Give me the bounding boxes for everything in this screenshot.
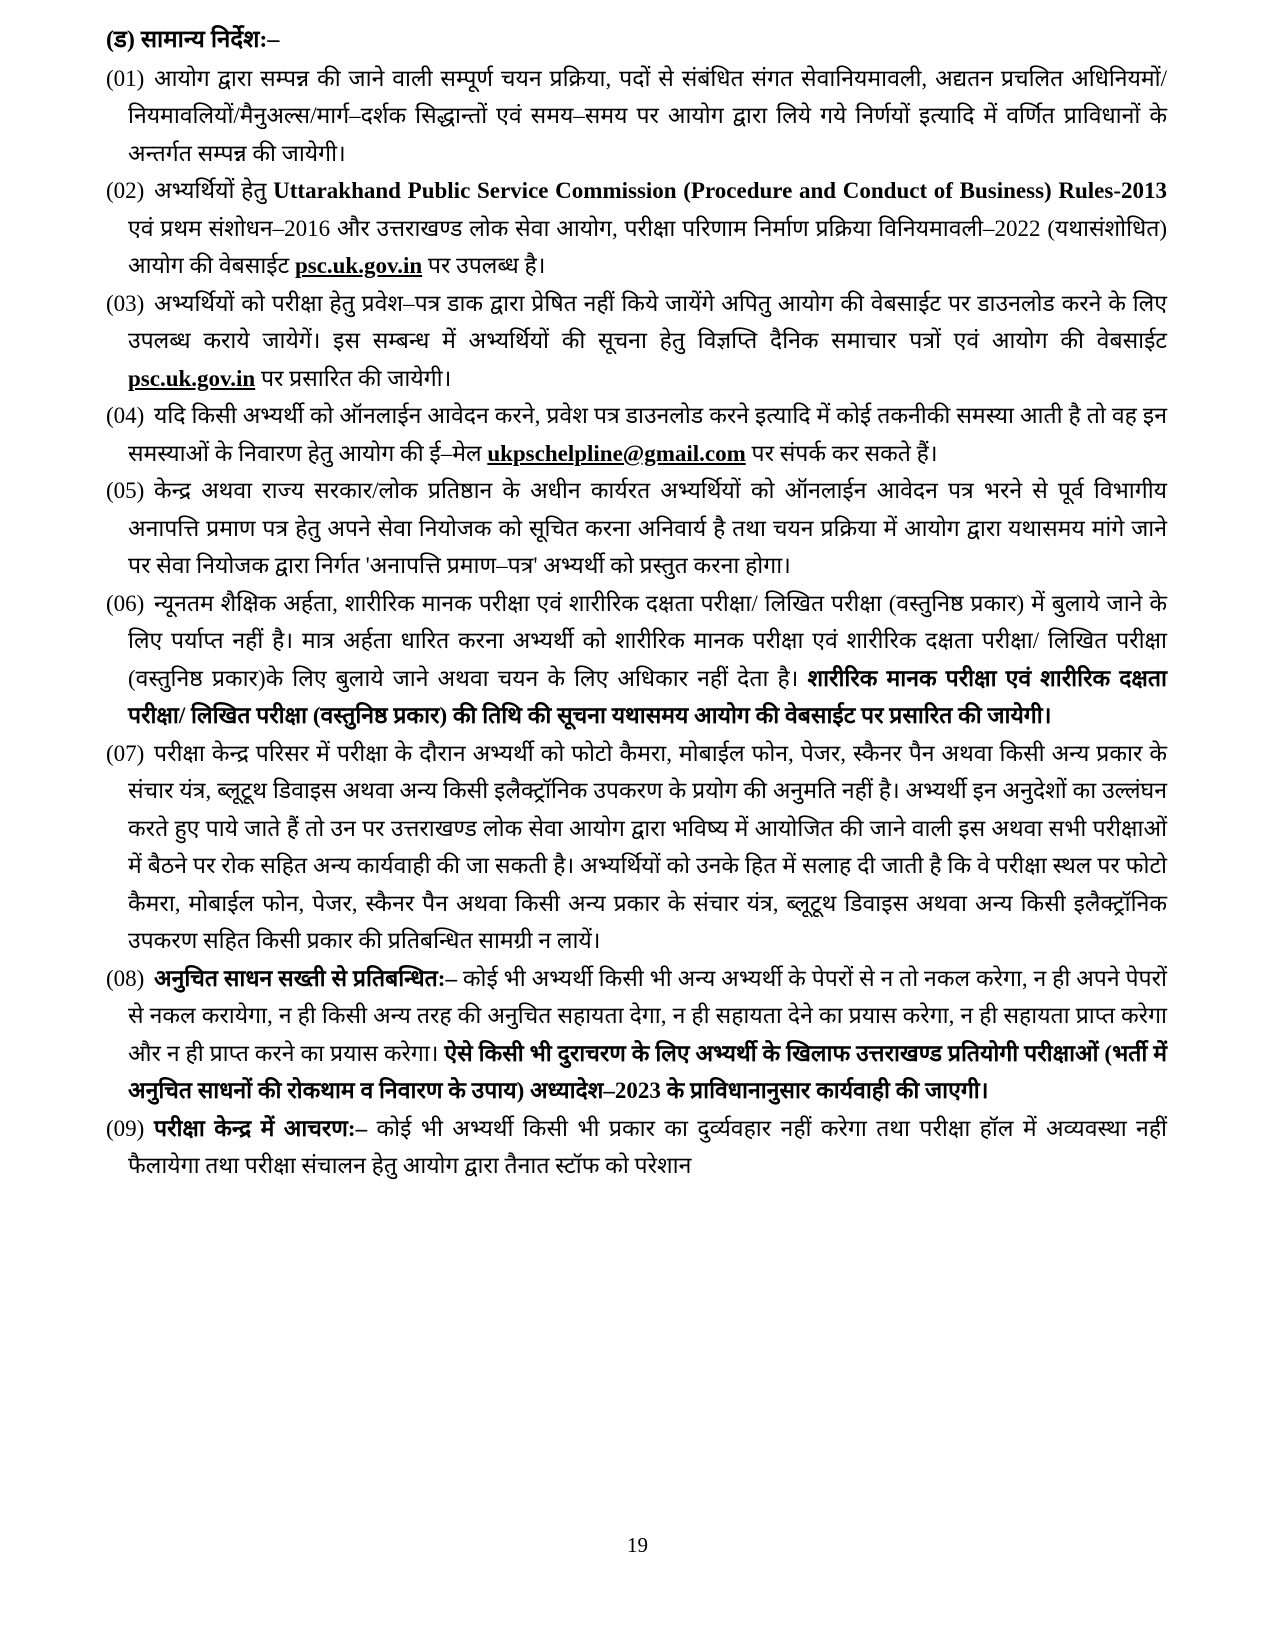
bold-text: परीक्षा केन्द्र में आचरण:– <box>154 1115 377 1141</box>
text-run: पर प्रसारित की जायेगी। <box>255 365 452 391</box>
list-item-05 <box>106 472 1167 585</box>
text-run: आयोग द्वारा सम्पन्न की जाने वाली सम्पूर्ण चयन प्रक्रिया, पदों से संबंधित संगत सेवानियमावली, अद्यतन प्रचलित अधिनियमों/नियमावलियों/मैनुअल्स/मार्ग–दर्शक सिद्धान्तों एवं समय–समय पर आयोग द्वारा लिये गये निर्णयों इत्यादि में वर्णित प्राविधानों के अन्तर्गत सम्पन्न की जायेगी। <box>128 65 1167 166</box>
list-item-01 <box>106 60 1167 173</box>
text-run: पर संपर्क कर सकते हैं। <box>745 440 938 466</box>
item-number: (05) <box>106 478 145 503</box>
item-number: (07) <box>106 740 145 766</box>
text-run: केन्द्र अथवा राज्य सरकार/लोक प्रतिष्ठान के अधीन कार्यरत अभ्यर्थियों को ऑनलाईन आवेदन पत्र भरने से पूर्व विभागीय अनापत्ति प्रमाण पत्र हेतु अपने सेवा नियोजक को सूचित करना अनिवार्य है तथा चयन प्रक्रिया में आयोग द्वारा यथासमय मांगे जाने पर सेवा नियोजक द्वारा निर्गत 'अनापत्ति प्रमाण–पत्र' अभ्यर्थी को प्रस्तुत करना होगा। <box>128 478 1167 578</box>
text-run: अभ्यर्थियों हेतु <box>154 178 274 203</box>
list-item-09 <box>106 1110 1167 1185</box>
bold-text: Uttarakhand Public Service Commission (Procedure and Conduct of Business) Rules-2013 <box>273 178 1167 203</box>
list-item-02 <box>106 172 1167 285</box>
page-number: 19 <box>627 1533 648 1557</box>
text-run: कोई भी अभ्यर्थी किसी भी अन्य अभ्यर्थी के पेपरों से न तो नकल करेगा, न ही अपने पेपरों से नकल करायेगा, न ही किसी अन्य तरह की अनुचित सहायता देगा, न ही सहायता देने का प्रयास करेगा, न ही सहायता प्राप्त करेगा और न ही प्राप्त करने का प्रयास करेगा। <box>128 965 1167 1066</box>
text-run: एवं प्रथम संशोधन–2016 और उत्तराखण्ड लोक सेवा आयोग, परीक्षा परिणाम निर्माण प्रक्रिया विनियमावली–2022 (यथासंशोधित) आयोग की वेबसाईट <box>128 215 1167 278</box>
text-run: परीक्षा केन्द्र परिसर में परीक्षा के दौरान अभ्यर्थी को फोटो कैमरा, मोबाईल फोन, पेजर, स्कैनर पैन अथवा किसी अन्य प्रकार के संचार यंत्र, ब्लूटूथ डिवाइस अथवा अन्य किसी इलैक्ट्रॉनिक उपकरण के प्रयोग की अनुमति नहीं है। अभ्यर्थी इन अनुदेशों का उल्लंघन करते हुए पाये जाते हैं तो उन पर उत्तराखण्ड लोक सेवा आयोग द्वारा भविष्य में आयोजित की जाने वाली इस अथवा सभी परीक्षाओं में बैठने पर रोक सहित अन्य कार्यवाही की जा सकती है। अभ्यर्थियों को उनके हित में सलाह दी जाती है कि वे परीक्षा स्थल पर फोटो कैमरा, मोबाईल फोन, पेजर, स्कैनर पैन अथवा किसी अन्य प्रकार के संचार यंत्र, ब्लूटूथ डिवाइस अथवा अन्य किसी इलैक्ट्रॉनिक उपकरण सहित किसी प्रकार की प्रतिबन्धित सामग्री न लायें। <box>128 740 1167 953</box>
website-link[interactable]: psc.uk.gov.in <box>128 365 256 391</box>
instruction-list <box>106 60 1167 1185</box>
text-run: न्यूनतम शैक्षिक अर्हता, शारीरिक मानक परीक्षा एवं शारीरिक दक्षता परीक्षा/ लिखित परीक्षा (वस्तुनिष्ठ प्रकार) में बुलाये जाने के लिए पर्याप्त नहीं है। मात्र अर्हता धारित करना अभ्यर्थी को शारीरिक मानक परीक्षा एवं शारीरिक दक्षता परीक्षा/ लिखित परीक्षा (वस्तुनिष्ठ प्रकार)के लिए बुलाये जाने अथवा चयन के लिए अधिकार नहीं देता है। <box>128 590 1167 691</box>
list-item-06 <box>106 585 1167 735</box>
list-item-08 <box>106 960 1167 1110</box>
bold-text: शारीरिक मानक परीक्षा एवं शारीरिक दक्षता परीक्षा/ लिखित परीक्षा (वस्तुनिष्ठ प्रकार) की तिथि की सूचना यथासमय आयोग की वेबसाईट पर प्रसारित की जायेगी। <box>128 665 1167 728</box>
item-number: (09) <box>106 1115 145 1141</box>
list-item-07 <box>106 735 1167 960</box>
website-link[interactable]: psc.uk.gov.in <box>294 253 423 278</box>
item-number: (03) <box>106 290 145 316</box>
bold-text: अनुचित साधन सख्ती से प्रतिबन्धित:– <box>154 965 463 991</box>
list-item-03 <box>106 285 1167 398</box>
text-run: कोई भी अभ्यर्थी किसी भी प्रकार का दुर्व्यवहार नहीं करेगा तथा परीक्षा हॉल में अव्यवस्था नहीं फैलायेगा तथा परीक्षा संचालन हेतु आयोग द्वारा तैनात स्टॉफ को परेशान <box>128 1115 1167 1178</box>
item-number: (02) <box>106 178 145 203</box>
section-heading: (ड) सामान्य निर्देश:– <box>106 27 280 53</box>
text-run: अभ्यर्थियों को परीक्षा हेतु प्रवेश–पत्र डाक द्वारा प्रेषित नहीं किये जायेंगे अपितु आयोग की वेबसाईट पर डाउनलोड करने के लिए उपलब्ध कराये जायेगें। इस सम्बन्ध में अभ्यर्थियों की सूचना हेतु विज्ञप्ति दैनिक समाचार पत्रों एवं आयोग की वेबसाईट <box>128 290 1167 353</box>
email-link[interactable]: ukpschelpline@gmail.com <box>487 440 746 466</box>
text-run: पर उपलब्ध है। <box>422 253 546 278</box>
item-number: (01) <box>106 65 145 91</box>
item-number: (04) <box>106 403 145 428</box>
item-number: (06) <box>106 590 145 616</box>
bold-text: ऐसे किसी भी दुराचरण के लिए अभ्यर्थी के खिलाफ उत्तराखण्ड प्रतियोगी परीक्षाओं (भर्ती में अनुचित साधनों की रोकथाम व निवारण के उपाय) अध्यादेश–2023 के प्राविधानानुसार कार्यवाही की जाएगी। <box>128 1040 1167 1103</box>
text-run: यदि किसी अभ्यर्थी को ऑनलाईन आवेदन करने, प्रवेश पत्र डाउनलोड करने इत्यादि में कोई तकनीकी समस्या आती है तो वह इन समस्याओं के निवारण हेतु आयोग की ई–मेल <box>128 403 1167 466</box>
list-item-04 <box>106 397 1167 472</box>
item-number: (08) <box>106 965 145 991</box>
